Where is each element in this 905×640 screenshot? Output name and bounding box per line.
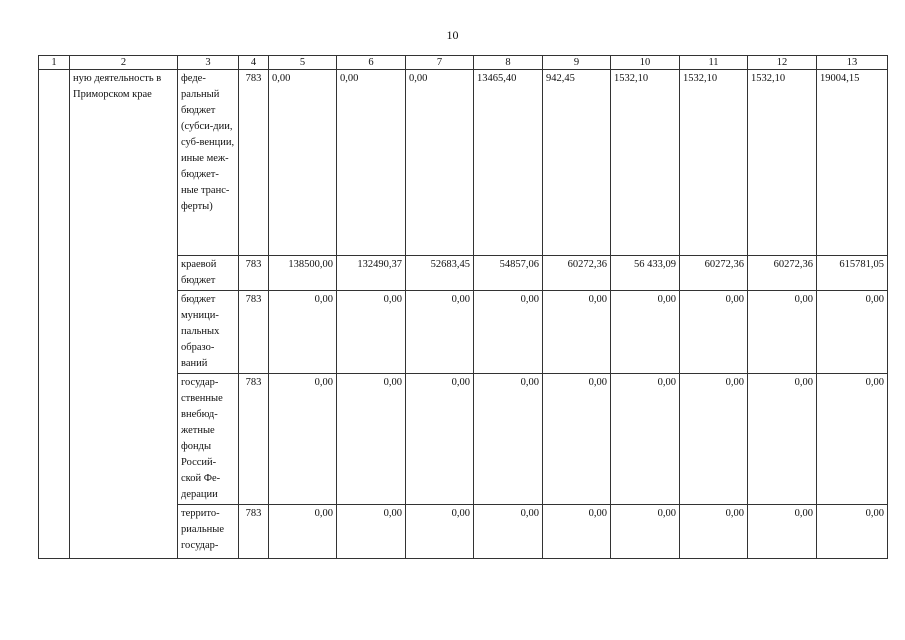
code-cell: 783 — [239, 70, 269, 256]
value-cell: 0,00 — [543, 291, 611, 374]
value-cell: 56 433,09 — [611, 256, 680, 291]
header-col-8: 8 — [474, 56, 543, 70]
value-cell: 0,00 — [680, 374, 748, 505]
value-cell: 138500,00 — [269, 256, 337, 291]
value-cell: 0,00 — [406, 291, 474, 374]
value-cell: 615781,05 — [817, 256, 888, 291]
value-cell: 60272,36 — [680, 256, 748, 291]
value-cell: 60272,36 — [748, 256, 817, 291]
value-cell: 0,00 — [748, 291, 817, 374]
value-cell: 0,00 — [406, 505, 474, 559]
value-cell: 0,00 — [817, 291, 888, 374]
value-cell: 0,00 — [748, 374, 817, 505]
value-cell: 0,00 — [337, 505, 406, 559]
table-header — [39, 56, 888, 70]
code-cell: 783 — [239, 374, 269, 505]
value-cell: 13465,40 — [474, 70, 543, 256]
value-cell: 52683,45 — [406, 256, 474, 291]
value-cell: 0,00 — [817, 505, 888, 559]
value-cell: 1532,10 — [680, 70, 748, 256]
value-cell: 1532,10 — [748, 70, 817, 256]
source-cell: феде-ральный бюджет (субси-дии, суб-венции, иные меж-бюджет-ные транс-ферты) — [178, 70, 239, 256]
value-cell: 0,00 — [680, 505, 748, 559]
program-name-cell: ную деятельность в Приморском крае — [70, 70, 178, 559]
page-number: 10 — [446, 28, 459, 42]
value-cell: 0,00 — [269, 374, 337, 505]
value-cell: 0,00 — [817, 374, 888, 505]
header-col-12: 12 — [748, 56, 817, 70]
value-cell: 0,00 — [269, 70, 337, 256]
value-cell: 0,00 — [474, 374, 543, 505]
value-cell: 0,00 — [269, 291, 337, 374]
value-cell: 132490,37 — [337, 256, 406, 291]
value-cell: 0,00 — [406, 70, 474, 256]
value-cell: 54857,06 — [474, 256, 543, 291]
value-cell: 0,00 — [748, 505, 817, 559]
header-row — [39, 56, 888, 70]
value-cell: 1532,10 — [611, 70, 680, 256]
budget-table — [38, 55, 888, 559]
code-cell: 783 — [239, 256, 269, 291]
source-cell: террито-риальные государ- — [178, 505, 239, 559]
value-cell: 942,45 — [543, 70, 611, 256]
header-col-1: 1 — [39, 56, 70, 70]
value-cell: 0,00 — [611, 374, 680, 505]
col1-cell — [39, 70, 70, 559]
header-col-10: 10 — [611, 56, 680, 70]
value-cell: 0,00 — [337, 374, 406, 505]
value-cell: 0,00 — [337, 70, 406, 256]
header-col-13: 13 — [817, 56, 888, 70]
source-cell: краевой бюджет — [178, 256, 239, 291]
header-col-3: 3 — [178, 56, 239, 70]
value-cell: 0,00 — [269, 505, 337, 559]
value-cell: 0,00 — [474, 291, 543, 374]
header-col-9: 9 — [543, 56, 611, 70]
source-cell: бюджет муници-пальных образо-ваний — [178, 291, 239, 374]
value-cell: 60272,36 — [543, 256, 611, 291]
header-col-4: 4 — [239, 56, 269, 70]
header-col-7: 7 — [406, 56, 474, 70]
value-cell: 0,00 — [337, 291, 406, 374]
code-cell: 783 — [239, 505, 269, 559]
header-col-2: 2 — [70, 56, 178, 70]
value-cell: 0,00 — [406, 374, 474, 505]
header-col-11: 11 — [680, 56, 748, 70]
value-cell: 0,00 — [474, 505, 543, 559]
header-col-5: 5 — [269, 56, 337, 70]
header-col-6: 6 — [337, 56, 406, 70]
source-cell: государ-ственные внебюд-жетные фонды Россий-ской Фе-дерации — [178, 374, 239, 505]
value-cell: 0,00 — [680, 291, 748, 374]
value-cell: 0,00 — [543, 374, 611, 505]
value-cell: 0,00 — [611, 505, 680, 559]
value-cell: 19004,15 — [817, 70, 888, 256]
code-cell: 783 — [239, 291, 269, 374]
value-cell: 0,00 — [543, 505, 611, 559]
value-cell: 0,00 — [611, 291, 680, 374]
table-row — [39, 70, 888, 256]
